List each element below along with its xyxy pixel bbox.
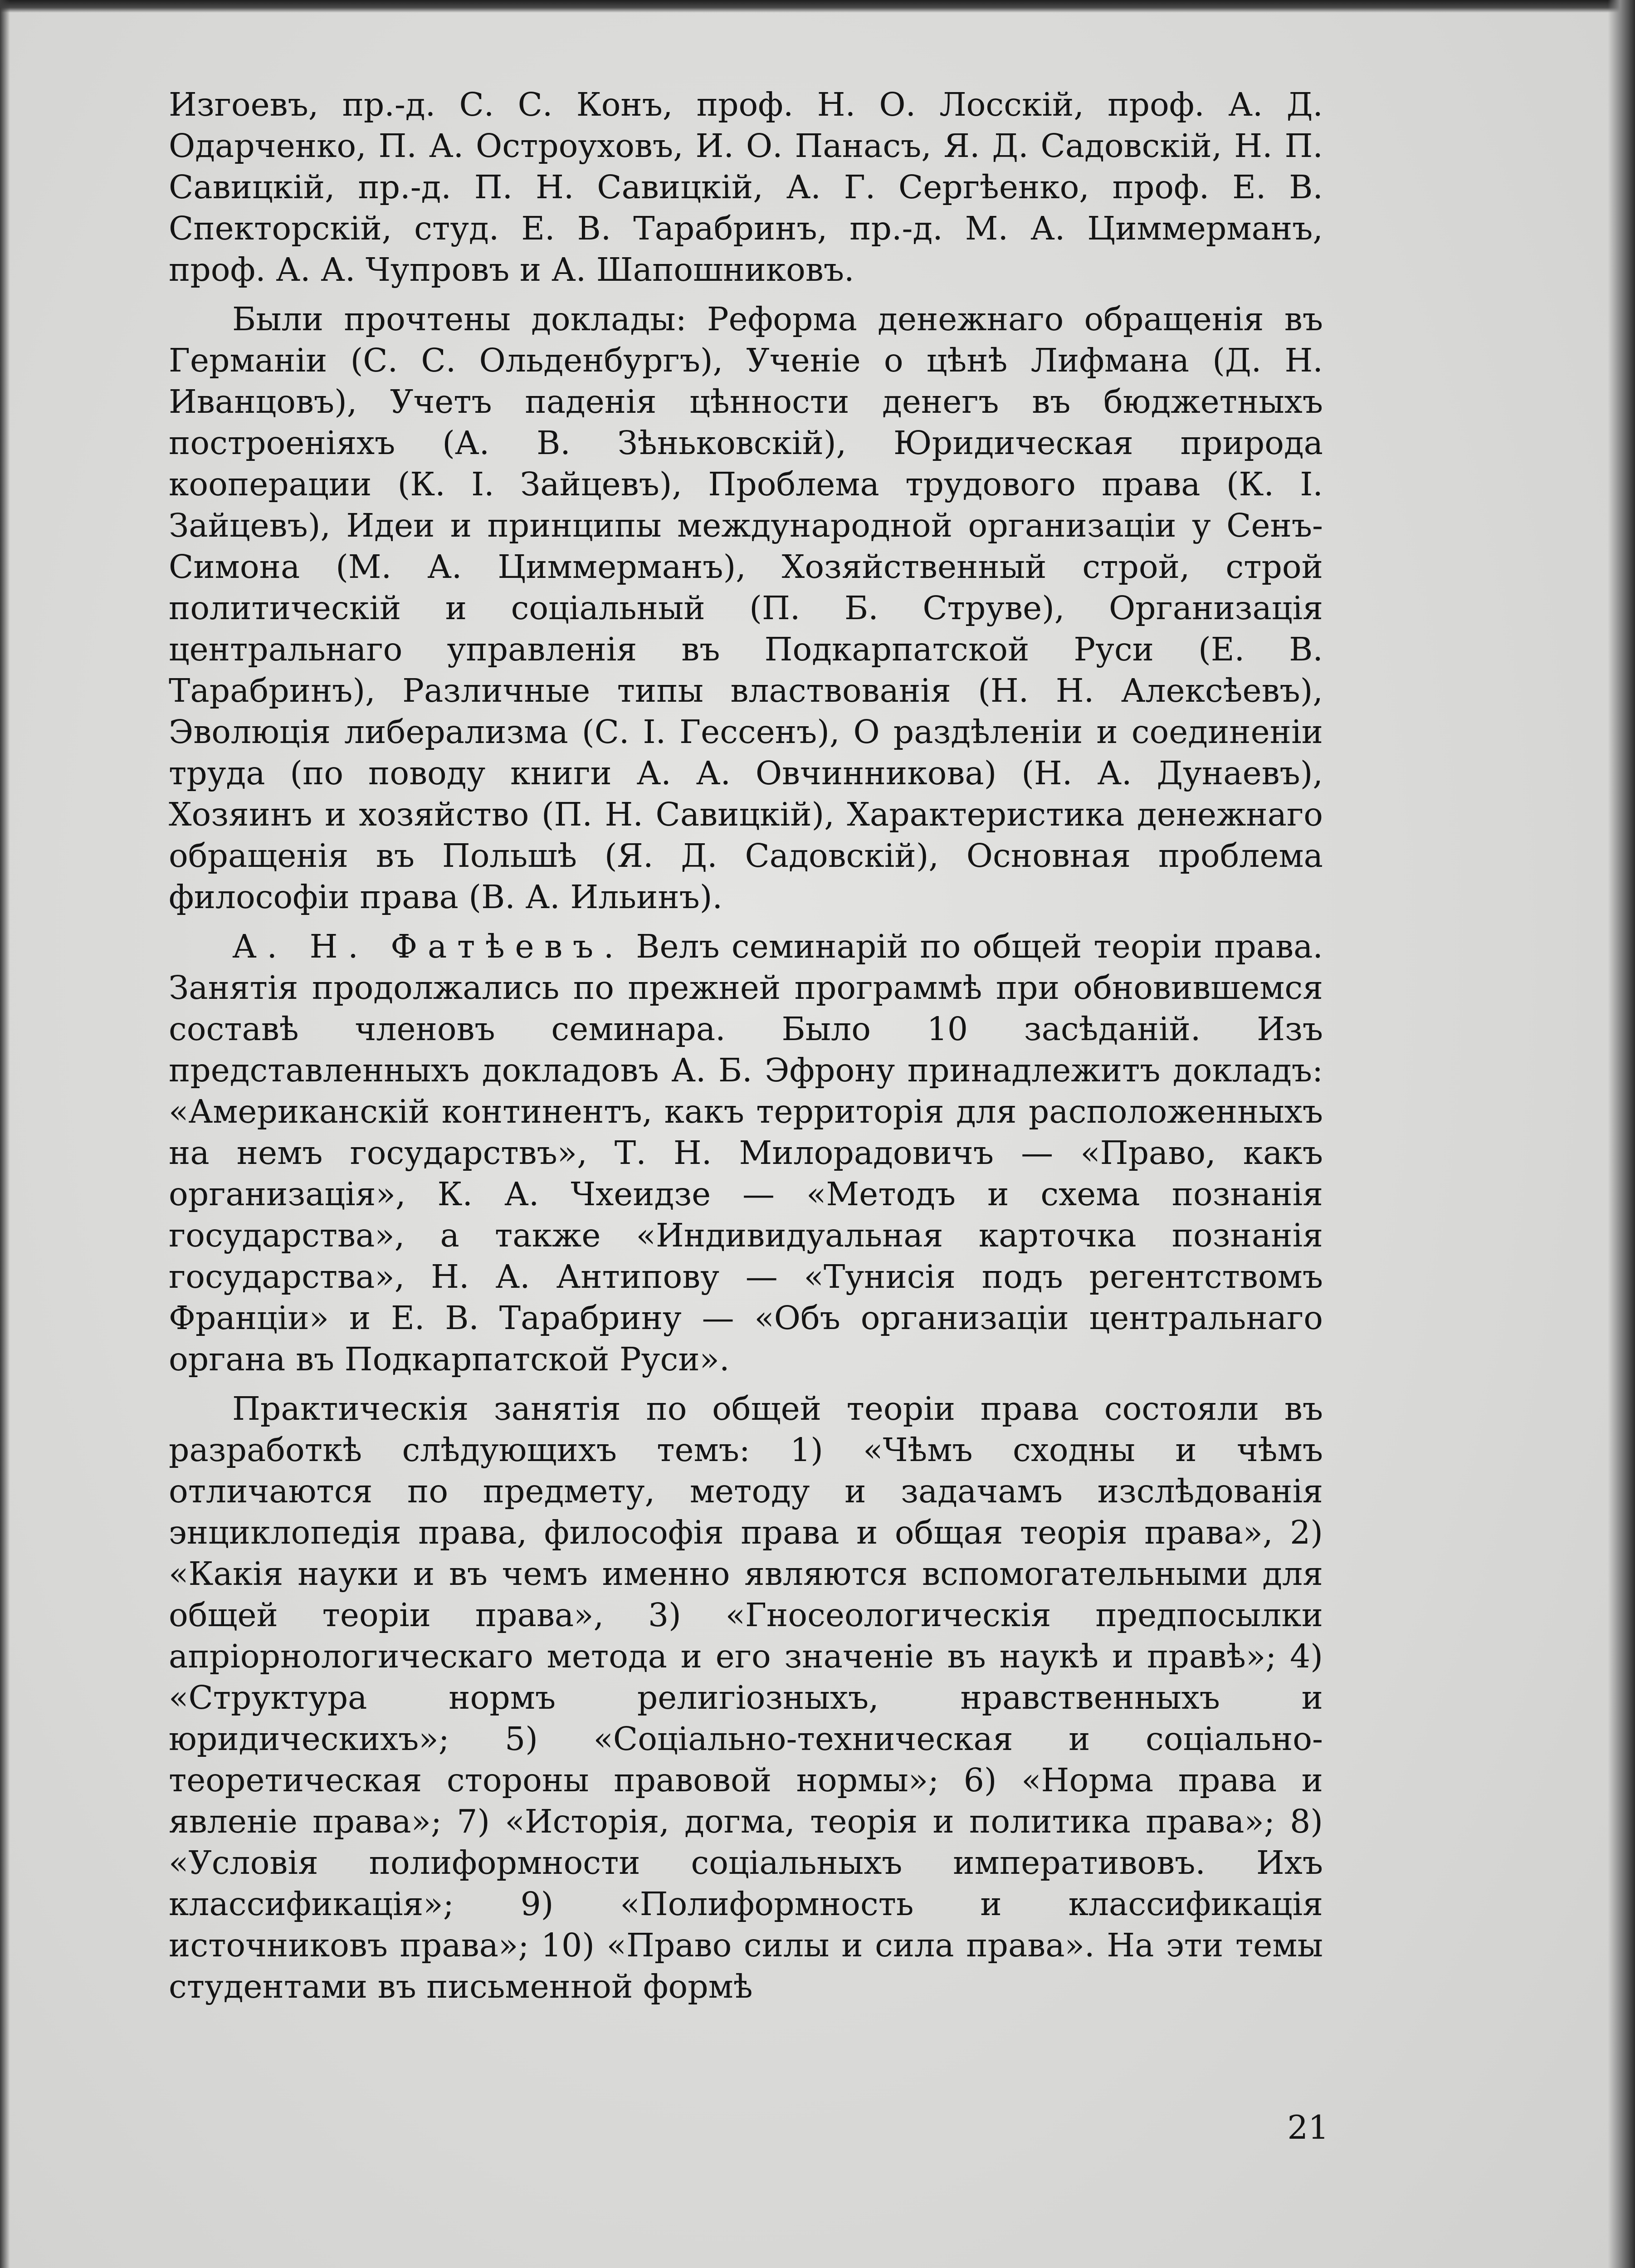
- paragraph-members-list: Изгоевъ, пр.-д. С. С. Конъ, проф. Н. О. Лосскій, проф. А. Д. Одарченко, П. А. Остроуховъ, И. О. Панасъ, Я. Д. Садовскій, Н. П. Савицкій, пр.-д. П. Н. Савицкій, А. Г. Сергѣенко, проф. Е. В. Спекторскій, студ. Е. В. Тарабринъ, пр.-д. М. А. Циммерманъ, проф. А. А. Чупровъ и А. Шапошниковъ.: [169, 86, 1323, 288]
- paragraph-fateev-seminar: [169, 926, 1323, 1380]
- scan-top-edge: [0, 0, 1635, 13]
- paragraph-practical-topics: Практическія занятія по общей теоріи права состояли въ разработкѣ слѣдующихъ темъ: 1) «Чѣмъ сходны и чѣмъ отличаются по предмету, методу и задачамъ изслѣдованія энциклопедія права, философія права и общая теорія права», 2) «Какія науки и въ чемъ именно являются вспомогательными для общей теоріи права», 3) «Гносеологическія предпосылки апріорнологическаго метода и его значеніе въ наукѣ и правѣ»; 4) «Структура нормъ религіозныхъ, нравственныхъ и юридическихъ»; 5) «Соціально-техническая и соціально-теоретическая стороны правовой нормы»; 6) «Норма права и явленіе права»; 7) «Исторія, догма, теорія и политика права»; 8) «Условія полиформности соціальныхъ императивовъ. Ихъ классификація»; 9) «Полиформность и классификація источниковъ права»; 10) «Право силы и сила права». На эти темы студентами въ письменной формѣ: [169, 1390, 1323, 2005]
- body-text: [169, 84, 1323, 2015]
- scan-left-edge: [0, 0, 10, 2268]
- paragraph-fateev-text: Велъ семинарій по общей теоріи права. Занятія продолжались по прежней программѣ при обновившемся составѣ членовъ семинара. Было 10 засѣданій. Изъ представленныхъ докладовъ А. Б. Эфрону принадлежитъ докладъ: «Американскій континентъ, какъ территорія для расположенныхъ на немъ государствъ», Т. Н. Милорадовичъ — «Право, какъ организація», К. А. Чхеидзе — «Методъ и схема познанія государства», а также «Индивидуальная карточка познанія государства», Н. А. Антипову — «Тунисія подъ регентствомъ Франціи» и Е. В. Тарабрину — «Объ организаціи центральнаго органа въ Подкарпатской Руси».: [169, 928, 1323, 1378]
- scan-right-edge: [1608, 0, 1635, 2268]
- author-name-spaced: А. Н. Фатѣевъ.: [232, 928, 625, 965]
- paragraph-reports: Были прочтены доклады: Реформа денежнаго обращенія въ Германіи (С. С. Ольденбургъ), Ученіе о цѣнѣ Лифмана (Д. Н. Иванцовъ), Учетъ паденія цѣнности денегъ въ бюджетныхъ построеніяхъ (А. В. Зѣньковскій), Юридическая природа кооперации (К. І. Зайцевъ), Проблема трудового права (К. І. Зайцевъ), Идеи и принципы международной организаціи у Сенъ-Симона (М. А. Циммерманъ), Хозяйственный строй, строй политическій и соціальный (П. Б. Струве), Организація центральнаго управленія въ Подкарпатской Руси (Е. В. Тарабринъ), Различные типы властвованія (Н. Н. Алексѣевъ), Эволюція либерализма (С. І. Гессенъ), О раздѣленіи и соединеніи труда (по поводу книги А. А. Овчинникова) (Н. А. Дунаевъ), Хозяинъ и хозяйство (П. Н. Савицкій), Характеристика денежнаго обращенія въ Польшѣ (Я. Д. Садовскій), Основная проблема философіи права (В. А. Ильинъ).: [169, 300, 1323, 916]
- page-number: 21: [1287, 2108, 1329, 2146]
